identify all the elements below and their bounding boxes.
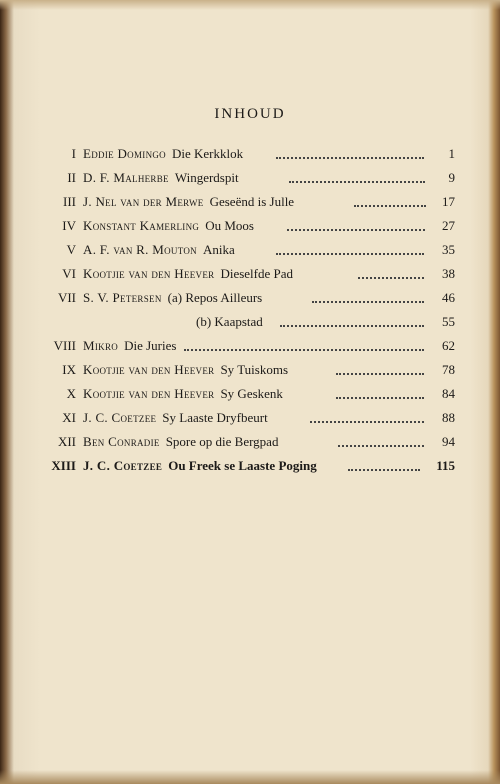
entry-number: VII — [57, 290, 76, 305]
page-title: INHOUD — [214, 106, 286, 122]
toc-entry — [0, 338, 500, 360]
leader-dots — [354, 203, 426, 207]
toc-entry — [0, 362, 500, 384]
entry-title: Ou Freek se Laaste Poging — [168, 458, 317, 473]
entry-author: Mikro — [83, 338, 119, 353]
toc-entry — [0, 170, 500, 192]
toc-entry — [0, 410, 500, 432]
entry-author: Kootjie van den Heever — [83, 386, 215, 401]
entry-title: Die Kerkklok — [171, 146, 244, 161]
entry-page-number: 88 — [442, 410, 455, 425]
toc-entry — [0, 146, 500, 168]
entry-number: VIII — [53, 338, 76, 353]
toc-entry — [0, 386, 500, 408]
leader-dots — [336, 395, 424, 399]
entry-title: Sy Laaste Dryfbeurt — [162, 410, 268, 425]
entry-author: Eddie Domingo — [83, 146, 166, 161]
entry-page-number: 1 — [448, 146, 455, 161]
leader-dots — [338, 443, 424, 447]
leader-dots — [289, 179, 425, 183]
leader-dots — [276, 251, 424, 255]
leader-dots — [358, 275, 424, 279]
entry-number: XI — [62, 410, 76, 425]
entry-author: Kootjie van den Heever — [83, 362, 215, 377]
toc-entry — [0, 218, 500, 240]
entry-page-number: 35 — [442, 242, 455, 257]
entry-author: Ben Conradie — [83, 434, 160, 449]
entry-number: V — [66, 242, 76, 257]
entry-author: J. C. Coetzee — [83, 410, 157, 425]
entry-number: VI — [62, 266, 76, 281]
entry-title: (b) Kaapstad — [196, 314, 263, 329]
entry-page-number: 94 — [442, 434, 455, 449]
entry-title: Die Juries — [124, 338, 177, 353]
toc-entry — [0, 242, 500, 264]
entry-author: S. V. Petersen — [83, 290, 162, 305]
entry-title: Ou Moos — [205, 218, 254, 233]
entry-author: Konstant Kamerling — [83, 218, 200, 233]
entry-number: II — [67, 170, 76, 185]
entry-title: Geseënd is Julle — [209, 194, 295, 209]
leader-dots — [276, 155, 424, 159]
leader-dots — [184, 347, 424, 351]
entry-page-number: 62 — [442, 338, 455, 353]
entry-author: J. Nel van der Merwe — [83, 194, 204, 209]
entry-title: (a) Repos Ailleurs — [167, 290, 263, 305]
entry-number: XIII — [51, 458, 76, 473]
leader-dots — [280, 323, 424, 327]
entry-page-number: 55 — [442, 314, 455, 329]
entry-author: A. F. van R. Mouton — [83, 242, 197, 257]
entry-page-number: 115 — [436, 458, 455, 473]
leader-dots — [336, 371, 424, 375]
entry-number: X — [66, 386, 76, 401]
entry-title: Sy Geskenk — [220, 386, 283, 401]
toc-entry — [0, 314, 500, 336]
entry-number: IX — [62, 362, 76, 377]
entry-number: III — [63, 194, 76, 209]
entry-page-number: 27 — [442, 218, 455, 233]
entry-page-number: 9 — [448, 170, 455, 185]
entry-title: Wingerdspit — [174, 170, 239, 185]
entry-page-number: 84 — [442, 386, 455, 401]
entry-page-number: 46 — [442, 290, 455, 305]
entry-number: XII — [57, 434, 76, 449]
toc-entry — [0, 266, 500, 288]
entry-title: Spore op die Bergpad — [165, 434, 279, 449]
toc-entry — [0, 194, 500, 216]
entry-number: IV — [62, 218, 76, 233]
entry-author: Kootjie van den Heever — [83, 266, 215, 281]
entry-title: Dieselfde Pad — [220, 266, 294, 281]
entry-page-number: 38 — [442, 266, 455, 281]
toc-entry — [0, 290, 500, 312]
toc-entry — [0, 458, 500, 480]
entry-number: I — [71, 146, 76, 161]
leader-dots — [287, 227, 425, 231]
entry-author: J. C. Coetzee — [83, 458, 163, 473]
entry-page-number: 17 — [442, 194, 455, 209]
leader-dots — [312, 299, 424, 303]
entry-page-number: 78 — [442, 362, 455, 377]
leader-dots — [348, 467, 420, 471]
entry-title: Anika — [202, 242, 235, 257]
entry-title: Sy Tuiskoms — [220, 362, 289, 377]
toc-entry — [0, 434, 500, 456]
leader-dots — [310, 419, 424, 423]
entry-author: D. F. Malherbe — [83, 170, 169, 185]
